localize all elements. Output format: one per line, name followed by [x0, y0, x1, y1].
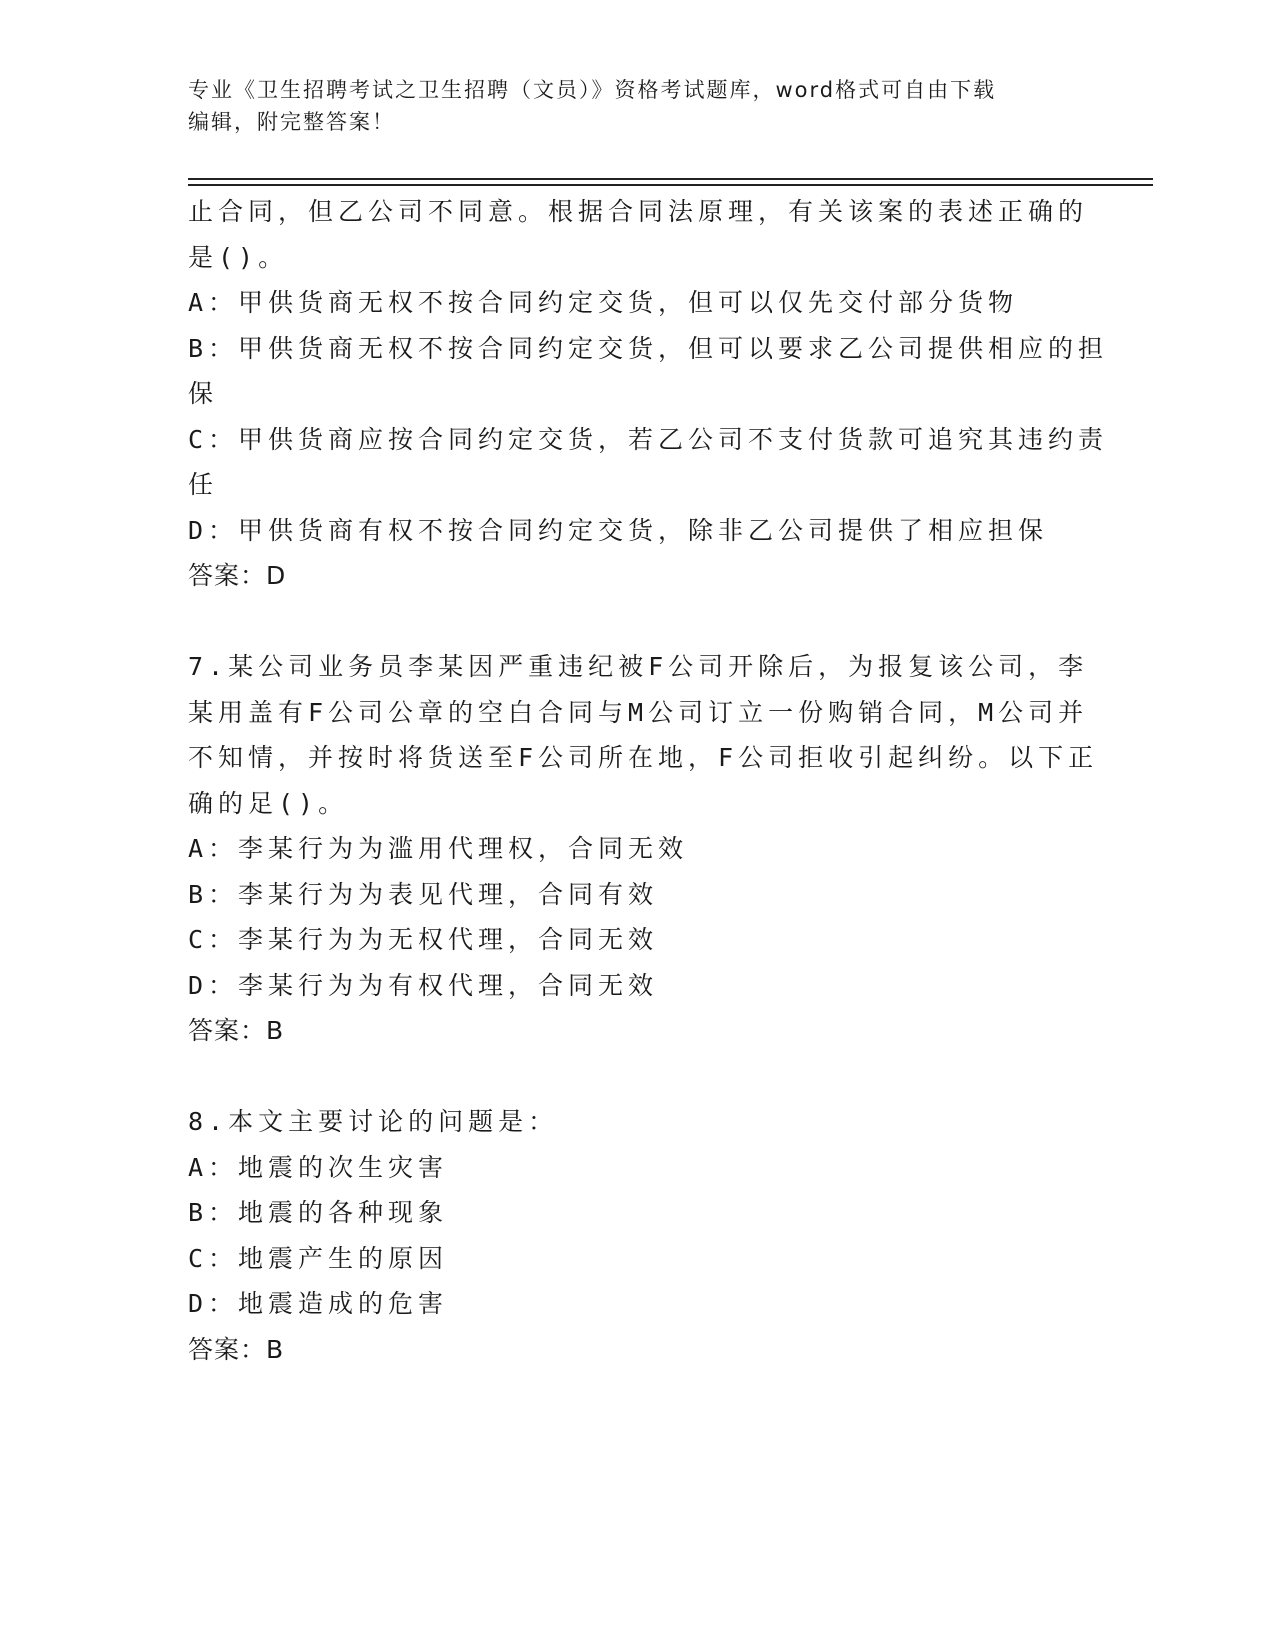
question-block [188, 1099, 1088, 1372]
header-line-2: 编辑，附完整答案！ [188, 110, 395, 134]
question-stem-line: 某用盖有F公司公章的空白合同与M公司订立一份购销合同，M公司并 [188, 697, 1089, 727]
question-stem-line: 不知情，并按时将货送至F公司所在地，F公司拒收引起纠纷。以下正 [188, 743, 1099, 772]
option-a: A：地震的次生灾害 [188, 1152, 449, 1182]
question-stem-line: 7.某公司业务员李某因严重违纪被F公司开除后，为报复该公司，李 [188, 652, 1089, 681]
option-d: D：甲供货商有权不按合同约定交货，除非乙公司提供了相应担保 [188, 515, 1049, 545]
header-line-1: 专业《卫生招聘考试之卫生招聘（文员）》资格考试题库，word格式可自由下载 [188, 78, 997, 102]
option-d: D：地震造成的危害 [188, 1289, 449, 1318]
answer-line: 答案：D [188, 561, 287, 590]
question-stem-line: 止合同，但乙公司不同意。根据合同法原理，有关该案的表述正确的 [188, 197, 1089, 226]
option-d: D：李某行为为有权代理，合同无效 [188, 970, 659, 1000]
block-spacer [188, 599, 1088, 645]
option-a: A：李某行为为滥用代理权，合同无效 [188, 834, 689, 863]
answer-line: 答案：B [188, 1016, 285, 1045]
option-c: C：李某行为为无权代理，合同无效 [188, 925, 659, 954]
option-c: C：地震产生的原因 [188, 1243, 449, 1273]
header-divider-bottom [188, 184, 1153, 186]
question-block [188, 644, 1099, 1054]
block-spacer [188, 1054, 1088, 1100]
question-stem-line: 确的足()。 [188, 788, 349, 818]
header-divider-top [188, 178, 1153, 180]
option-b: B：地震的各种现象 [188, 1198, 449, 1227]
option-b-continued: 保 [188, 379, 219, 408]
question-list [188, 189, 1109, 1372]
answer-line: 答案：B [188, 1334, 285, 1364]
document-header [188, 74, 1088, 138]
question-block [188, 189, 1109, 599]
option-c-continued: 任 [188, 470, 219, 499]
option-b: B：甲供货商无权不按合同约定交货，但可以要求乙公司提供相应的担 [188, 333, 1109, 363]
question-stem-line: 是()。 [188, 242, 289, 272]
option-a: A：甲供货商无权不按合同约定交货，但可以仅先交付部分货物 [188, 288, 1019, 317]
question-stem-line: 8.本文主要讨论的问题是： [188, 1107, 559, 1136]
option-b: B：李某行为为表见代理，合同有效 [188, 879, 659, 909]
option-c: C：甲供货商应按合同约定交货，若乙公司不支付货款可追究其违约责 [188, 424, 1109, 454]
